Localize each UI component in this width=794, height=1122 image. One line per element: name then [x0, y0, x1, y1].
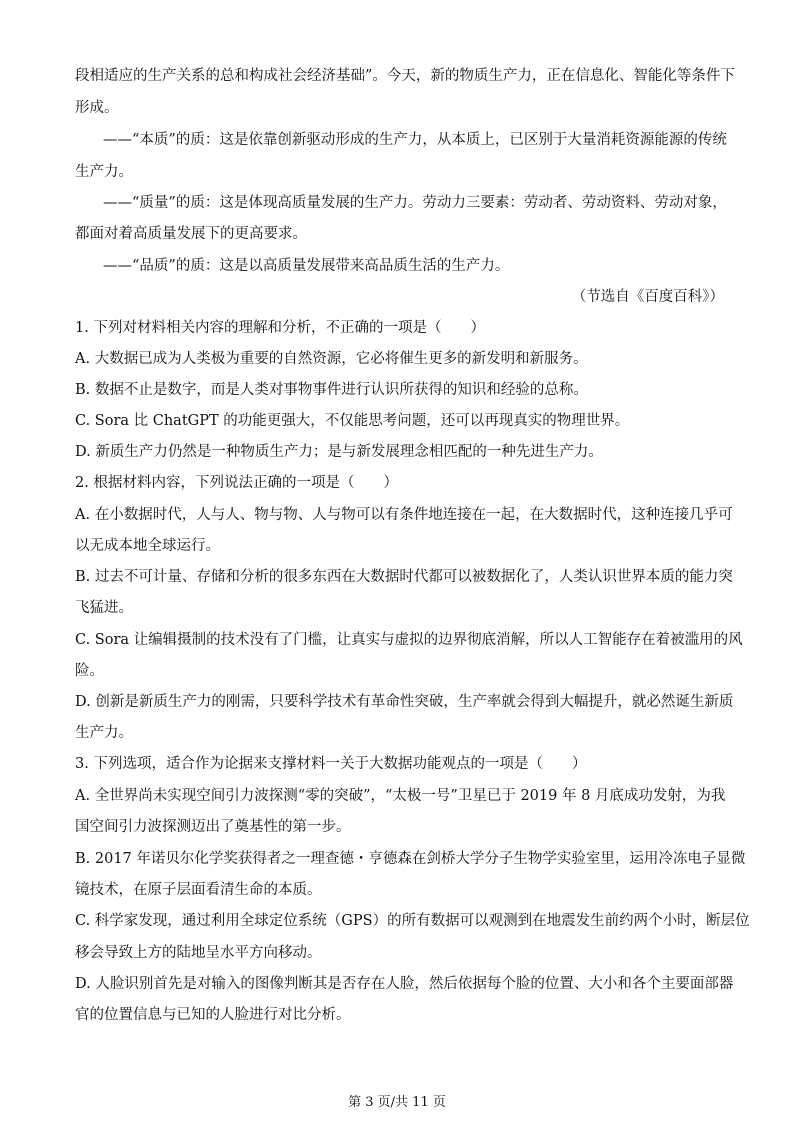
- question-2-option-b-cont: 飞猛进。: [75, 600, 133, 616]
- question-2-option-d: D. 创新是新质生产力的刚需，只要科学技术有革命性突破，生产率就会得到大幅提升，就必然诞生新质: [75, 694, 734, 710]
- question-2-option-d-cont: 生产力。: [75, 725, 133, 741]
- question-3-option-d-cont: 官的位置信息与已知的人脸进行对比分析。: [75, 1007, 351, 1023]
- question-3-option-a: A. 全世界尚未实现空间引力波探测“零的突破”，“太极一号”卫星已于 2019 年 8 月底成功发射，为我: [75, 788, 726, 804]
- question-3-stem: 3. 下列选项，适合作为论据来支撑材料一关于大数据功能观点的一项是（ ）: [75, 756, 587, 772]
- intro-line: 段相适应的生产关系的总和构成社会经济基础”。今天，新的物质生产力，正在信息化、智能化等条件下: [75, 68, 735, 84]
- question-2-stem: 2. 根据材料内容，下列说法正确的一项是（ ）: [75, 475, 398, 491]
- question-3-option-c-cont: 移会导致上方的陆地呈水平方向移动。: [75, 945, 322, 961]
- definition-quality: ——“质量”的质：这是体现高质量发展的生产力。劳动力三要素：劳动者、劳动资料、劳动对象，: [103, 195, 727, 211]
- question-1-option-b: B. 数据不止是数字，而是人类对事物事件进行认识所获得的知识和经验的总称。: [75, 382, 588, 398]
- question-2-option-a-cont: 以无成本地全球运行。: [75, 538, 220, 554]
- question-2-option-a: A. 在小数据时代，人与人、物与物、人与物可以有条件地连接在一起，在大数据时代，这种连接几乎可: [75, 507, 733, 523]
- question-3-option-b-cont: 镜技术，在原子层面看清生命的本质。: [75, 882, 322, 898]
- question-1-option-d: D. 新质生产力仍然是一种物质生产力；是与新发展理念相匹配的一种先进生产力。: [75, 444, 603, 460]
- source-citation: （节选自《百度百科》）: [571, 289, 724, 305]
- definition-essence-cont: 生产力。: [75, 164, 133, 180]
- question-1-option-a: A. 大数据已成为人类极为重要的自然资源，它必将催生更多的新发明和新服务。: [75, 351, 588, 367]
- page-number-footer: 第 3 页/共 11 页: [348, 1095, 446, 1110]
- definition-quality-cont: 都面对着高质量发展下的更高要求。: [75, 226, 307, 242]
- question-1-stem: 1. 下列对材料相关内容的理解和分析，不正确的一项是（ ）: [75, 320, 485, 336]
- question-1-option-c: C. Sora 比 ChatGPT 的功能更强大，不仅能思考问题，还可以再现真实的物理世界。: [75, 413, 630, 429]
- intro-line: 形成。: [75, 100, 119, 116]
- question-2-option-c-cont: 险。: [75, 663, 104, 679]
- question-3-option-b: B. 2017 年诺贝尔化学奖获得者之一理查德・亨德森在剑桥大学分子生物学实验室里，运用冷冻电子显微: [75, 851, 746, 867]
- definition-grade: ——“品质”的质：这是以高质量发展带来高品质生活的生产力。: [103, 258, 510, 274]
- question-2-option-c: C. Sora 让编辑摄制的技术没有了门槛，让真实与虚拟的边界彻底消解，所以人工智能存在着被滥用的风: [75, 632, 743, 648]
- definition-essence: ——“本质”的质：这是依靠创新驱动形成的生产力，从本质上，已区别于大量消耗资源能源的传统: [103, 132, 727, 148]
- question-3-option-c: C. 科学家发现，通过利用全球定位系统（GPS）的所有数据可以观测到在地震发生前约两个小时，断层位: [75, 913, 750, 929]
- question-2-option-b: B. 过去不可计量、存储和分析的很多东西在大数据时代都可以被数据化了，人类认识世界本质的能力突: [75, 569, 733, 585]
- question-3-option-d: D. 人脸识别首先是对输入的图像判断其是否存在人脸，然后依据每个脸的位置、大小和各个主要面部器: [75, 976, 734, 992]
- question-3-option-a-cont: 国空间引力波探测迈出了奠基性的第一步。: [75, 819, 351, 835]
